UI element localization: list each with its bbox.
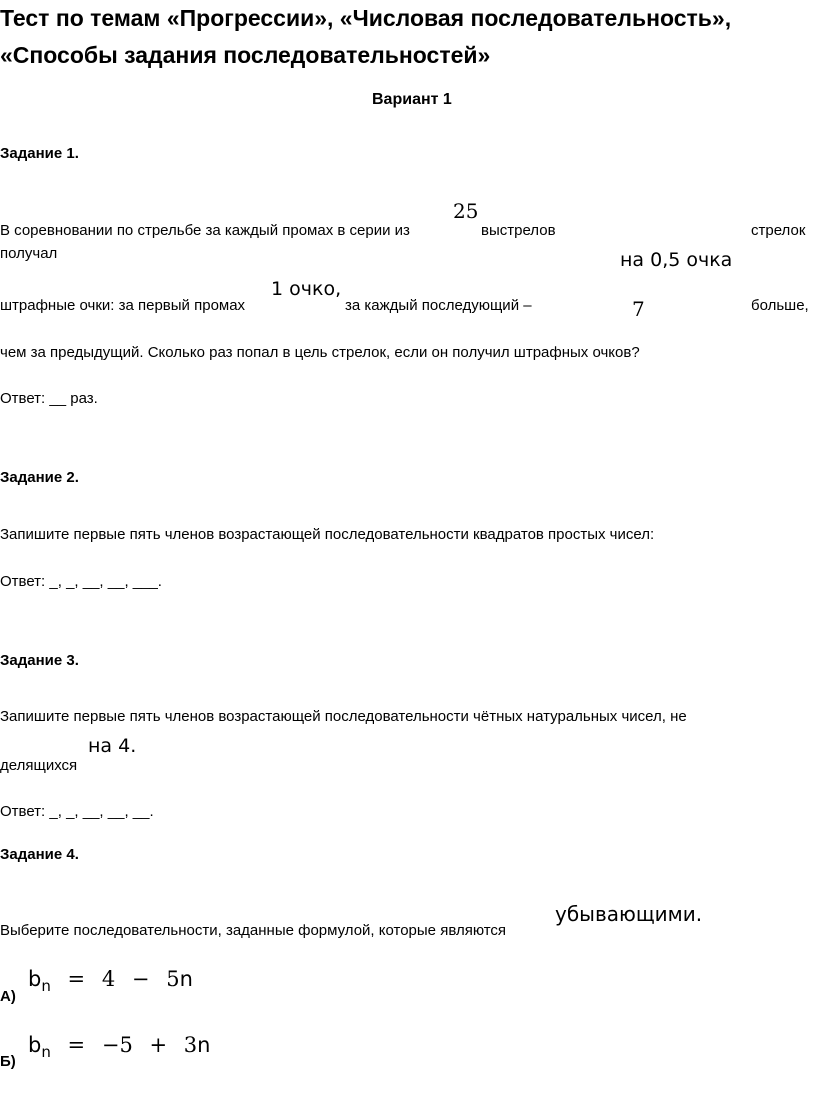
variant-label: Вариант 1	[372, 91, 452, 108]
task1-math-25: 25	[453, 199, 479, 223]
task1-text-e: штрафные очки: за первый промах	[0, 297, 246, 314]
task1-heading: Задание 1.	[0, 145, 79, 162]
task4-math-decreasing: убывающими.	[555, 902, 703, 926]
task3-answer: Ответ: _, _, __, __, __.	[0, 803, 154, 820]
task1-math-half: на 0,5 очка	[620, 249, 733, 271]
task1-text-a: В соревновании по стрельбе за каждый промах в серии из	[0, 222, 410, 239]
task1-text-h: чем за предыдущий. Сколько раз попал в цель стрелок, если он получил штрафных очков?	[0, 344, 640, 361]
task1-text-d: получал	[0, 245, 58, 262]
formula-a: $b_n = 4 - 5n$	[28, 967, 193, 996]
document-title-line2: «Способы задания последовательностей»	[0, 42, 491, 68]
task1-text-b: выстрелов	[481, 222, 556, 239]
task2-text: Запишите первые пять членов возрастающей последовательности квадратов простых чисел:	[0, 526, 655, 543]
task2-heading: Задание 2.	[0, 469, 79, 486]
task1-math-7: 7	[632, 297, 645, 321]
formula-b: $b_n = -5 + 3n$	[28, 1033, 211, 1062]
task3-text: Запишите первые пять членов возрастающей последовательности чётных натуральных чисел, не	[0, 708, 687, 725]
task2-answer: Ответ: _, _, __, __, ___.	[0, 573, 162, 590]
task1-text-f: за каждый последующий –	[345, 297, 532, 314]
task1-text-c: стрелок	[751, 222, 806, 239]
option-a-label: А)	[0, 988, 16, 1005]
task1-answer: Ответ: __ раз.	[0, 390, 98, 407]
task3-math-4: на 4.	[88, 735, 137, 757]
task4-heading: Задание 4.	[0, 846, 79, 863]
task3-heading: Задание 3.	[0, 652, 79, 669]
option-b-label: Б)	[0, 1053, 16, 1070]
task1-math-one: 1 очко,	[271, 278, 342, 300]
document-title-line1: Тест по темам «Прогрессии», «Числовая последовательность»,	[0, 5, 732, 31]
task1-text-g: больше,	[751, 297, 809, 314]
task3-text-b: делящихся	[0, 757, 78, 774]
task4-text: Выберите последовательности, заданные формулой, которые являются	[0, 922, 507, 939]
